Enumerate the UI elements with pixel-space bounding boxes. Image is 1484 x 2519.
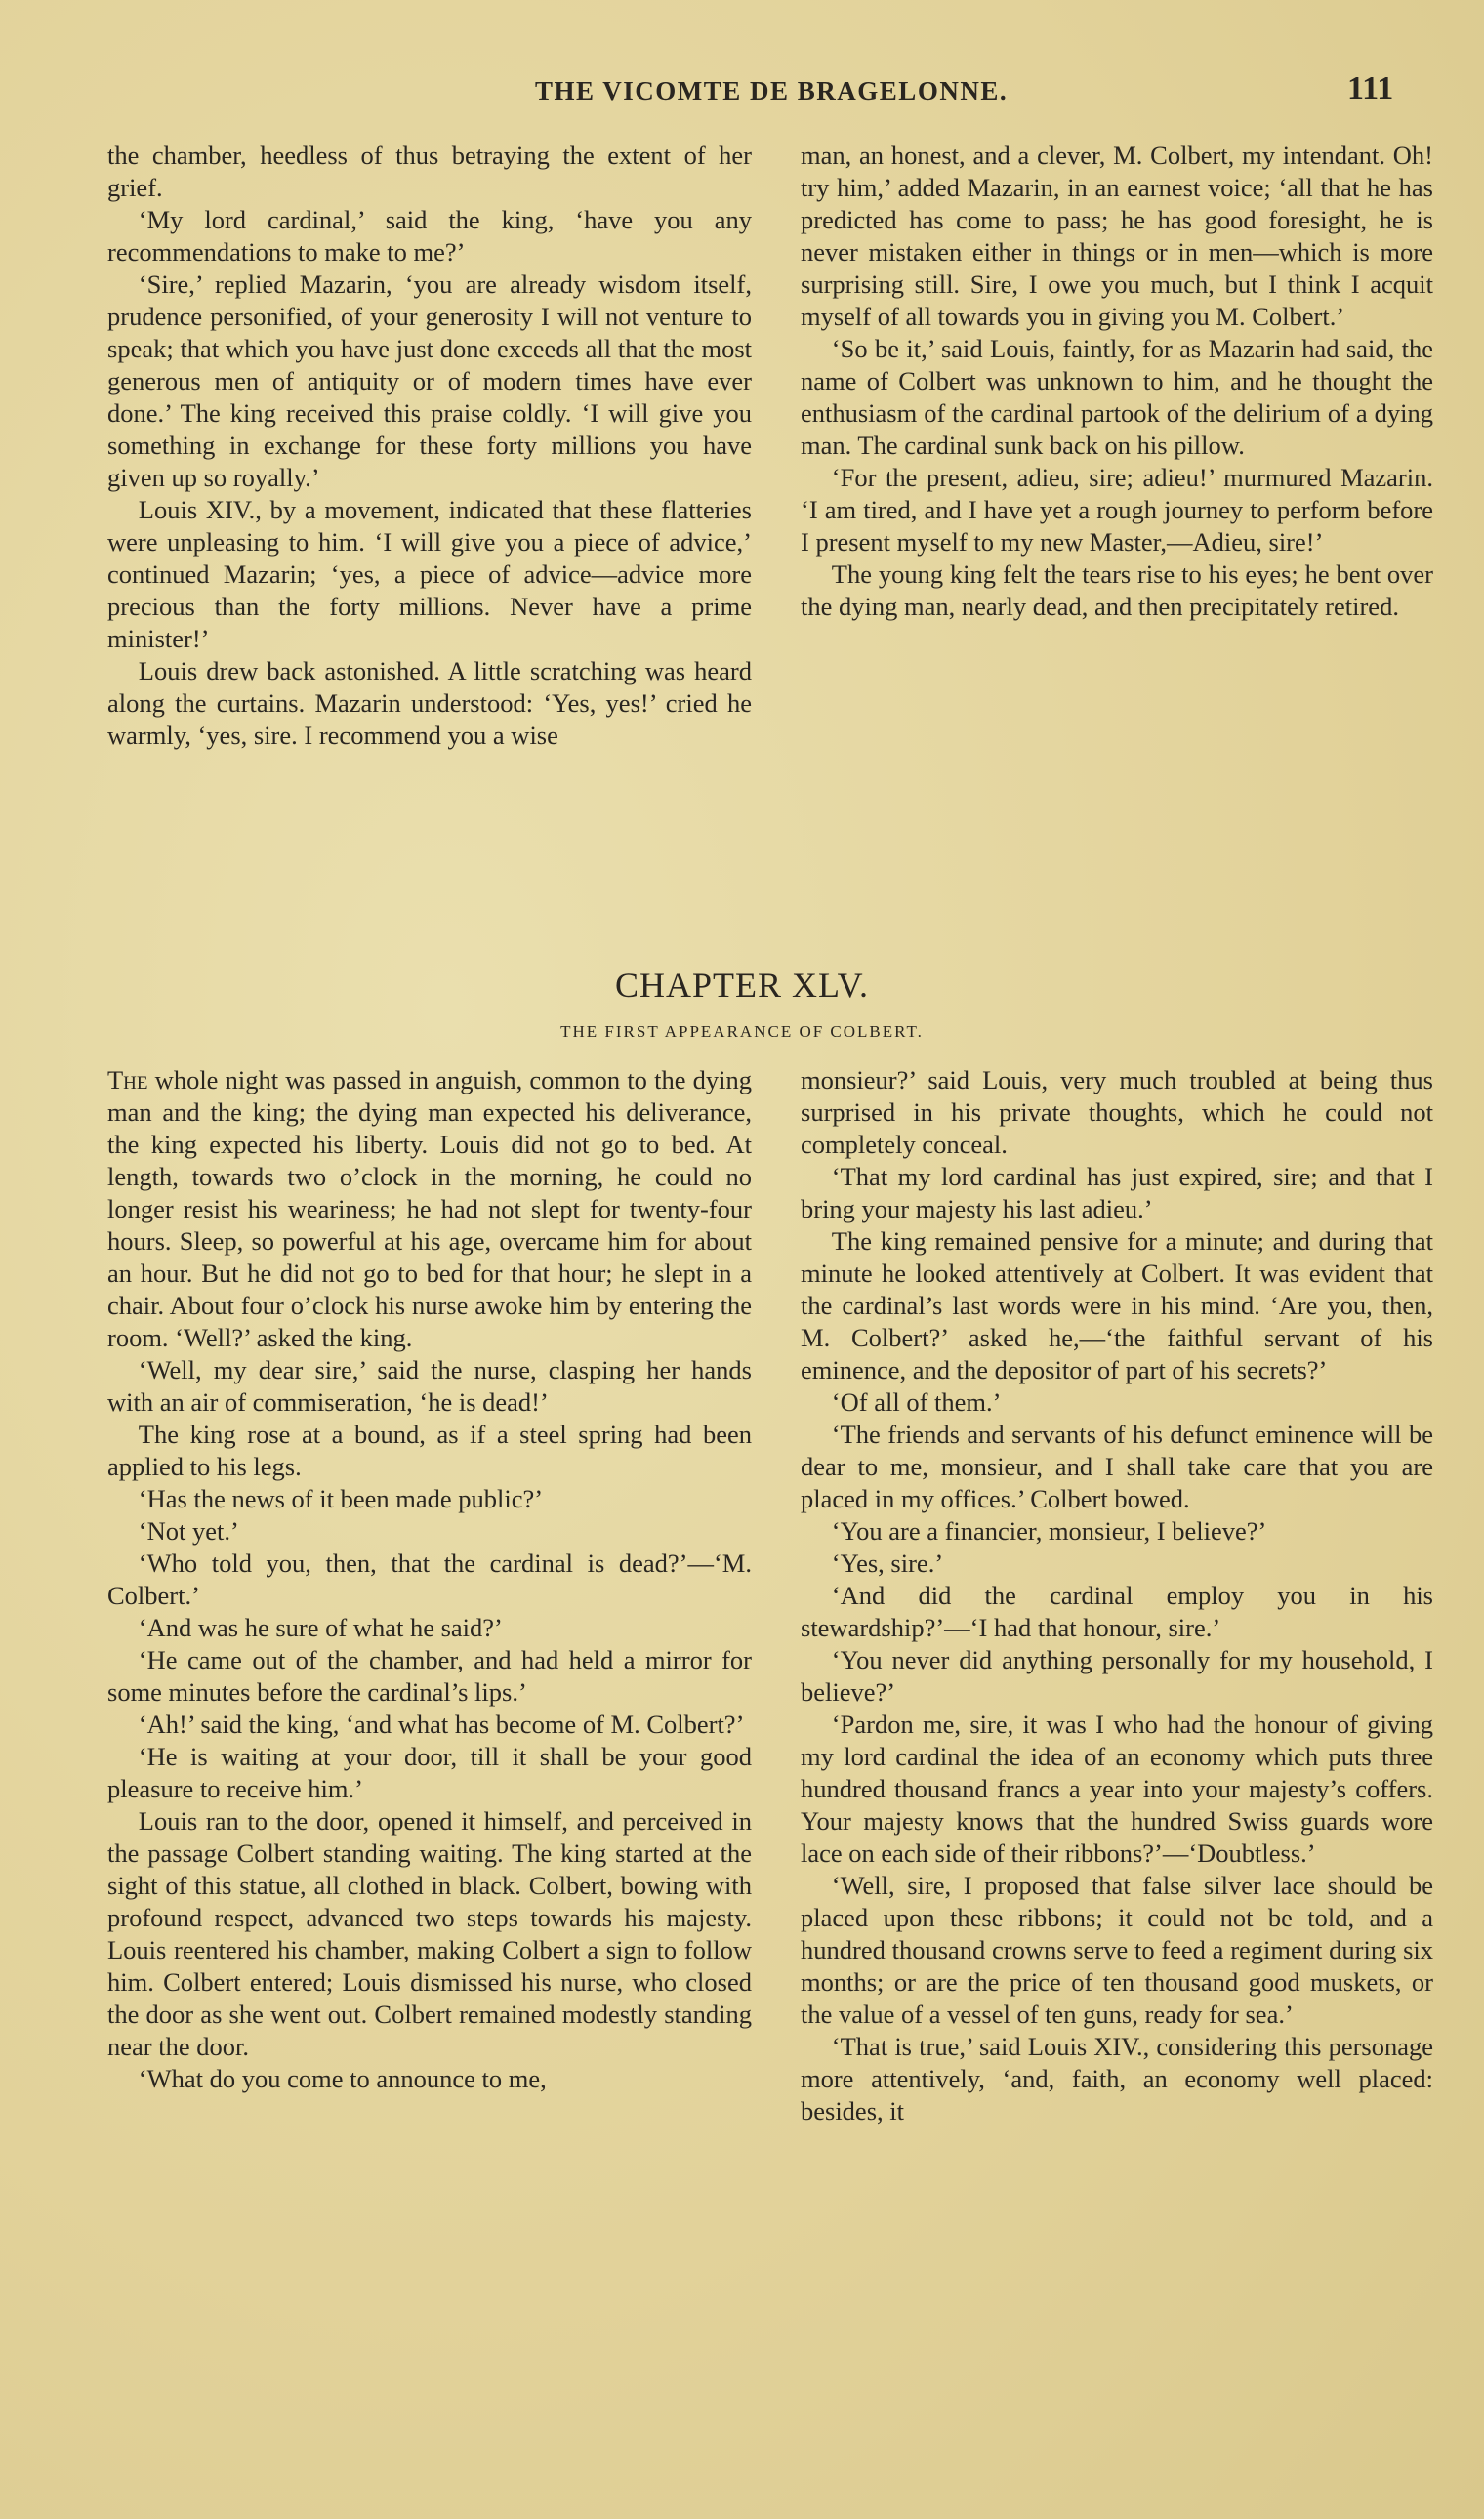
paragraph: ‘Well, my dear sire,’ said the nurse, clasping her hands with an air of commiseration, ‘he is dead!’ (107, 1355, 752, 1417)
paragraph: ‘Who told you, then, that the cardinal is dead?’—‘M. Colbert.’ (107, 1549, 752, 1610)
paragraph: ‘Of all of them.’ (831, 1387, 1002, 1417)
paragraph: ‘That my lord cardinal has just expired, sire; and that I bring your majesty his last adieu.’ (801, 1162, 1433, 1223)
paragraph: ‘He came out of the chamber, and had held a mirror for some minutes before the cardinal’s lips.’ (107, 1645, 752, 1707)
paragraph: Louis XIV., by a movement, indicated that these flatteries were unpleasing to him. ‘I will give you a piece of advice,’ continued Mazarin; ‘yes, a piece of advice—advice more precious than the forty millions. Never have a prime minister!’ (107, 495, 752, 653)
paragraph: monsieur?’ said Louis, very much troubled at being thus surprised in his private thoughts, which he could not completely conceal. (801, 1065, 1433, 1159)
paragraph: ‘What do you come to announce to me, (138, 2064, 547, 2093)
paragraph: ‘And did the cardinal employ you in his stewardship?’—‘I had that honour, sire.’ (801, 1581, 1433, 1642)
paragraph: ‘That is true,’ said Louis XIV., considering this personage more attentively, ‘and, faith, an economy well placed: besides, it (801, 2032, 1433, 2126)
paragraph: Louis ran to the door, opened it himself, and perceived in the passage Colbert standing waiting. The king started at the sight of this statue, all clothed in black. Colbert, bowing with profound respect, advanced two steps towards his majesty. Louis reentered his chamber, making Colbert a sign to follow him. Colbert entered; Louis dismissed his nurse, who closed the door as she went out. Colbert remained modestly standing near the door. (107, 1806, 752, 2061)
paragraph: man, an honest, and a clever, M. Colbert, my intendant. Oh! try him,’ added Mazarin, in an earnest voice; ‘all that he has predicted has come to pass; he has good foresight, he is never mistaken either in things or in men—which is more surprising still. Sire, I owe you much, but I think I acquit myself of all towards you in giving you M. Colbert.’ (801, 141, 1433, 331)
paragraph: The king rose at a bound, as if a steel spring had been applied to his legs. (107, 1420, 752, 1481)
paragraph: ‘Sire,’ replied Mazarin, ‘you are already wisdom itself, prudence personified, of your generosity I will not venture to speak; that which you have just done exceeds all that the most generous men of antiquity or of modern times have ever done.’ The king received this praise coldly. ‘I will give you something in exchange for these forty millions you have given up so royally.’ (107, 269, 752, 492)
running-title: THE VICOMTE DE BRAGELONNE. (535, 76, 1009, 105)
paragraph: ‘Well, sire, I proposed that false silver lace should be placed upon these ribbons; it could not be told, and a hundred thousand crowns serve to feed a regiment during six months; or are the price of ten thousand good muskets, or the value of a vessel of ten guns, ready for sea.’ (801, 1871, 1433, 2029)
paragraph: ‘And was he sure of what he said?’ (138, 1613, 503, 1642)
paragraph: the chamber, heedless of thus betraying the extent of her grief. (107, 141, 752, 202)
paragraph: ‘Pardon me, sire, it was I who had the honour of giving my lord cardinal the idea of an economy which puts three hundred thousand francs a year into your majesty’s coffers. Your majesty knows that the hundred Swiss guards wore lace on each side of their ribbons?’—‘Doubtless.’ (801, 1710, 1433, 1868)
top-left-column (107, 140, 752, 752)
paragraph: ‘Has the news of it been made public?’ (138, 1484, 544, 1513)
bottom-left-column (107, 1064, 752, 2095)
paragraph: ‘You are a financier, monsieur, I believe?’ (831, 1516, 1267, 1546)
paragraph: ‘You never did anything personally for my household, I believe?’ (801, 1645, 1433, 1707)
paragraph: ‘So be it,’ said Louis, faintly, for as Mazarin had said, the name of Colbert was unknown to him, and he thought the enthusiasm of the cardinal partook of the delirium of a dying man. The cardinal sunk back on his pillow. (801, 334, 1433, 460)
paragraph: The king remained pensive for a minute; and during that minute he looked attentively at Colbert. It was evident that the cardinal’s last words were in his mind. ‘Are you, then, M. Colbert?’ asked he,—‘the faithful servant of his eminence, and the depositor of part of his secrets?’ (801, 1226, 1433, 1384)
paragraph: ‘Ah!’ said the king, ‘and what has become of M. Colbert?’ (138, 1710, 745, 1739)
opening-paragraph (107, 1064, 752, 1354)
paragraph: ‘Not yet.’ (138, 1516, 239, 1546)
drop-word: The (107, 1065, 148, 1094)
paragraph: ‘He is waiting at your door, till it shall be your good pleasure to receive him.’ (107, 1742, 752, 1803)
chapter-subtitle: THE FIRST APPEARANCE OF COLBERT. (560, 1022, 924, 1041)
page-number: 111 (1347, 70, 1394, 106)
paragraph: The young king felt the tears rise to his eyes; he bent over the dying man, nearly dead, and then precipitately retired. (801, 559, 1433, 621)
paragraph: ‘The friends and servants of his defunct eminence will be dear to me, monsieur, and I shall take care that you are placed in my offices.’ Colbert bowed. (801, 1420, 1433, 1513)
paragraph: Louis drew back astonished. A little scratching was heard along the curtains. Mazarin understood: ‘Yes, yes!’ cried he warmly, ‘yes, sire. I recommend you a wise (107, 656, 752, 750)
chapter-title: CHAPTER XLV. (614, 966, 870, 1005)
paragraph: ‘My lord cardinal,’ said the king, ‘have you any recommendations to make to me?’ (107, 205, 752, 267)
paragraph: ‘Yes, sire.’ (831, 1549, 944, 1578)
page-header (0, 59, 1484, 117)
paragraph: ‘For the present, adieu, sire; adieu!’ murmured Mazarin. ‘I am tired, and I have yet a rough journey to perform before I present myself to my new Master,—Adieu, sire!’ (801, 463, 1433, 557)
bottom-right-column (801, 1064, 1433, 2127)
opening-text: whole night was passed in anguish, common to the dying man and the king; the dying man expected his deliverance, the king expected his liberty. Louis did not go to bed. At length, towards two o’clock in the morning, he could no longer resist his weariness; he had not slept for twenty-four hours. Sleep, so powerful at his age, overcame him for about an hour. But he did not go to bed for that hour; he slept in a chair. About four o’clock his nurse awoke him by entering the room. ‘Well?’ asked the king. (107, 1065, 752, 1352)
top-right-column (801, 140, 1433, 623)
